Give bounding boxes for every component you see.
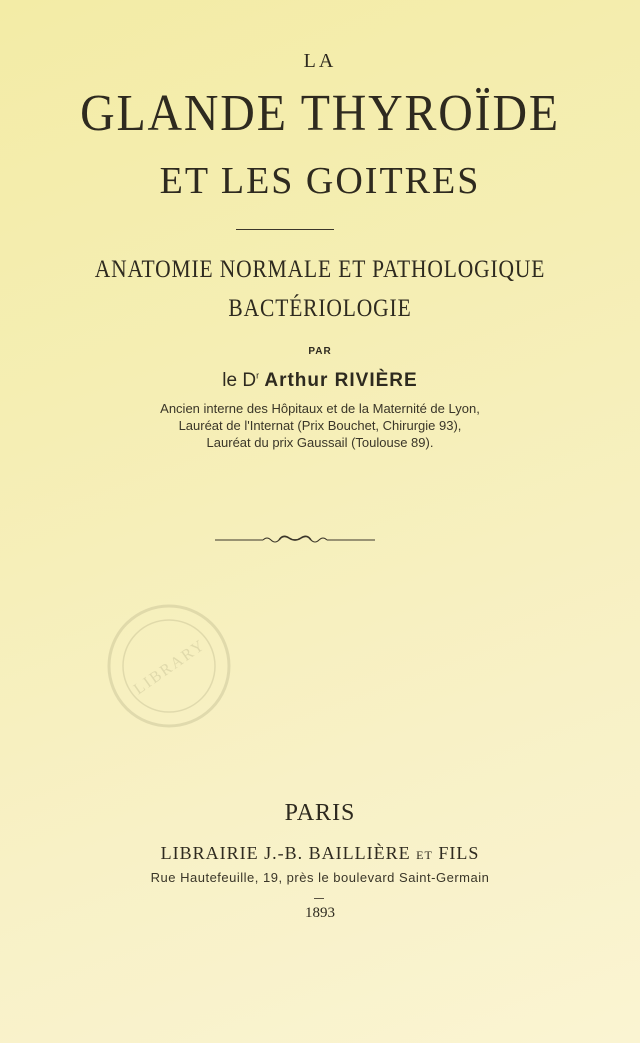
library-stamp: [105, 602, 233, 730]
publisher-line: [0, 843, 640, 864]
main-title-line2: ET LES GOITRES: [159, 160, 481, 202]
ornament-divider: [215, 532, 375, 546]
author-name: Arthur RIVIÈRE: [264, 370, 418, 391]
stamp-text: LIBRARY: [130, 636, 209, 699]
year-dash: [314, 898, 324, 899]
author-credential: Lauréat de l'Internat (Prix Bouchet, Chirurgie 93),: [178, 418, 462, 433]
publisher-fils: FILS: [438, 843, 480, 863]
title-article: LA: [303, 50, 337, 72]
author-prefix: le D: [222, 370, 257, 391]
publication-year: 1893: [305, 905, 335, 921]
subtitle-line2: BACTÉRIOLOGIE: [228, 295, 412, 322]
publisher-name: LIBRAIRIE J.-B. BAILLIÈRE: [160, 843, 411, 863]
title-rule: [236, 229, 334, 230]
publisher-conjunction: ET: [416, 848, 433, 862]
by-label: PAR: [308, 346, 332, 357]
main-title-line1: GLANDE THYROÏDE: [80, 85, 560, 142]
author-credential: Ancien interne des Hôpitaux et de la Maternité de Lyon,: [160, 401, 480, 416]
imprint-city: PARIS: [284, 800, 356, 826]
subtitle-line1: ANATOMIE NORMALE ET PATHOLOGIQUE: [94, 256, 546, 283]
author-credential: Lauréat du prix Gaussail (Toulouse 89).: [206, 435, 434, 450]
author-line: [0, 370, 640, 392]
author-prefix-superscript: r: [256, 370, 260, 381]
publisher-address: Rue Hautefeuille, 19, près le boulevard Saint-Germain: [150, 870, 490, 885]
